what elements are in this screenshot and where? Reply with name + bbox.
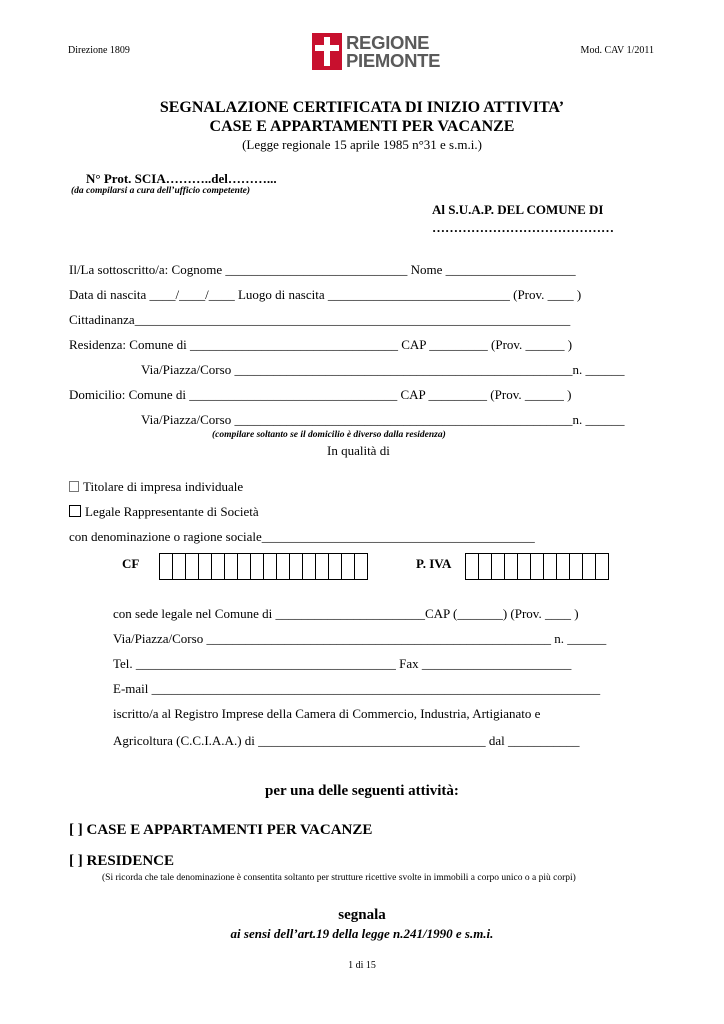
digit-box[interactable]: [504, 553, 518, 580]
directorate-label: Direzione 1809: [68, 45, 130, 56]
digit-box[interactable]: [543, 553, 557, 580]
digit-box[interactable]: [517, 553, 531, 580]
domicile-note: (compilare soltanto se il domicilio è diverso dalla residenza): [212, 430, 446, 440]
document-title: SEGNALAZIONE CERTIFICATA DI INIZIO ATTIVITA’: [159, 99, 565, 116]
option-sole-owner-label: Titolare di impresa individuale: [83, 479, 244, 494]
domicile-municipality-field[interactable]: Domicilio: Comune di ________________________________ CAP _________ (Prov. ______ ): [69, 387, 572, 402]
registry-text: iscritto/a al Registro Imprese della Camera di Commercio, Industria, Artigianato e: [113, 706, 541, 721]
digit-box[interactable]: [465, 553, 479, 580]
digit-box[interactable]: [341, 553, 355, 580]
company-address-field[interactable]: Via/Piazza/Corso _____________________________________________________ n. ______: [113, 631, 607, 646]
protocol-field[interactable]: N° Prot. SCIA………..del………...: [86, 171, 277, 186]
regione-piemonte-logo: [312, 33, 440, 70]
domicile-address-field[interactable]: Via/Piazza/Corso ____________________________________________________n. ______: [141, 412, 625, 427]
cf-label: CF: [122, 556, 140, 571]
digit-box[interactable]: [237, 553, 251, 580]
digit-box[interactable]: [263, 553, 277, 580]
digit-box[interactable]: [582, 553, 596, 580]
cross-shield-icon: [312, 33, 342, 70]
piva-input-grid[interactable]: [466, 553, 609, 580]
digit-box[interactable]: [315, 553, 329, 580]
segnala-heading: segnala: [338, 907, 386, 923]
option-sole-owner[interactable]: [69, 479, 243, 495]
company-name-field[interactable]: con denominazione o ragione sociale__________________________________________: [69, 529, 535, 544]
digit-box[interactable]: [289, 553, 303, 580]
addressee-municipality-field[interactable]: ……………………………………: [432, 220, 614, 235]
piva-label: P. IVA: [416, 556, 452, 571]
option-legal-representative[interactable]: [69, 504, 259, 520]
checkbox-icon[interactable]: [69, 505, 81, 517]
page-number: 1 di 15: [348, 960, 376, 971]
surname-name-field[interactable]: Il/La sottoscritto/a: Cognome ____________________________ Nome ____________________: [69, 262, 576, 277]
digit-box[interactable]: [354, 553, 368, 580]
logo-line2: PIEMONTE: [346, 49, 441, 71]
residence-note: (Si ricorda che tale denominazione è consentita soltanto per strutture ricettive svolte in immobili a corpo unico o a più corpi): [102, 873, 576, 883]
document-subtitle: CASE E APPARTAMENTI PER VACANZE: [209, 118, 515, 135]
digit-box[interactable]: [478, 553, 492, 580]
activities-heading: per una delle seguenti attività:: [265, 783, 459, 799]
cf-input-grid[interactable]: [160, 553, 368, 580]
digit-box[interactable]: [302, 553, 316, 580]
protocol-note: (da compilarsi a cura dell’ufficio competente): [71, 186, 250, 196]
company-email-field[interactable]: E-mail _____________________________________________________________________: [113, 681, 601, 696]
digit-box[interactable]: [556, 553, 570, 580]
digit-box[interactable]: [595, 553, 609, 580]
option-legal-representative-label: Legale Rappresentante di Società: [85, 504, 259, 519]
digit-box[interactable]: [198, 553, 212, 580]
digit-box[interactable]: [172, 553, 186, 580]
citizenship-field[interactable]: Cittadinanza___________________________________________________________________: [69, 312, 571, 327]
digit-box[interactable]: [250, 553, 264, 580]
segnala-law: ai sensi dell’art.19 della legge n.241/1990 e s.m.i.: [230, 926, 494, 941]
addressee-line1: Al S.U.A.P. DEL COMUNE DI: [432, 202, 604, 217]
option-residence[interactable]: [ ] RESIDENCE: [69, 853, 175, 869]
logo-line1: REGIONE: [346, 31, 430, 53]
residence-municipality-field[interactable]: Residenza: Comune di ________________________________ CAP _________ (Prov. ______ ): [69, 337, 573, 352]
digit-box[interactable]: [491, 553, 505, 580]
digit-box[interactable]: [185, 553, 199, 580]
birth-data-field[interactable]: Data di nascita ____/____/____ Luogo di nascita ____________________________ (Prov. ____ ): [69, 287, 582, 302]
company-seat-field[interactable]: con sede legale nel Comune di _______________________CAP (_______) (Prov. ____ ): [113, 606, 579, 621]
residence-address-field[interactable]: Via/Piazza/Corso ____________________________________________________n. ______: [141, 362, 625, 377]
checkbox-icon[interactable]: [69, 481, 79, 492]
option-case-appartamenti[interactable]: [ ] CASE E APPARTAMENTI PER VACANZE: [69, 822, 373, 838]
digit-box[interactable]: [530, 553, 544, 580]
digit-box[interactable]: [328, 553, 342, 580]
digit-box[interactable]: [276, 553, 290, 580]
digit-box[interactable]: [569, 553, 583, 580]
cciaa-field[interactable]: Agricoltura (C.C.I.A.A.) di ___________________________________ dal ___________: [113, 733, 580, 748]
digit-box[interactable]: [211, 553, 225, 580]
in-quality-label: In qualità di: [327, 443, 390, 458]
company-phone-fax-field[interactable]: Tel. ________________________________________ Fax _______________________: [113, 656, 572, 671]
form-code-label: Mod. CAV 1/2011: [580, 45, 654, 56]
digit-box[interactable]: [224, 553, 238, 580]
law-reference: (Legge regionale 15 aprile 1985 n°31 e s.m.i.): [242, 137, 482, 152]
digit-box[interactable]: [159, 553, 173, 580]
